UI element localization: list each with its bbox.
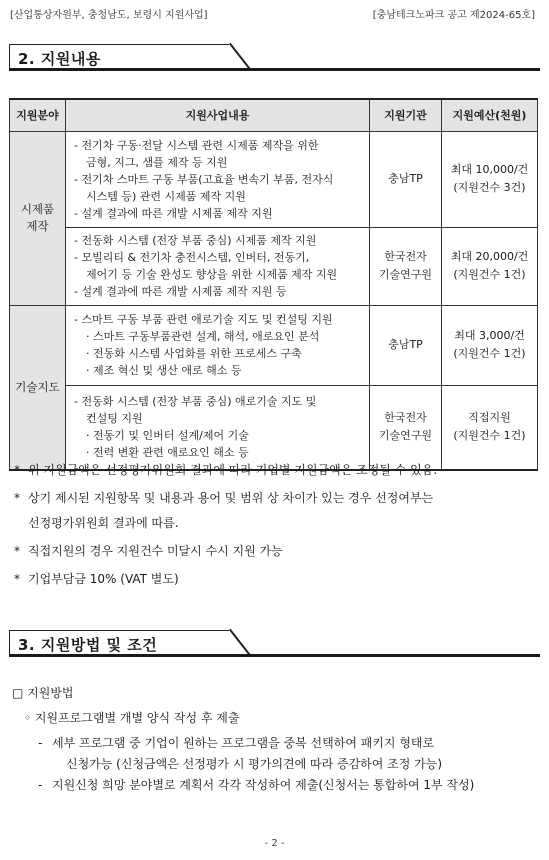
- row4-content: - 전동화 시스템 (전장 부품 중심) 애로기술 지도 및 컨설팅 지원 · 전동기 및 인버터 설계/제어 기술 · 전력 변환 관련 애로요인 해소 등: [66, 385, 370, 470]
- page-number: - 2 -: [264, 838, 285, 849]
- section2-rule: [9, 68, 540, 71]
- col-header-field: 지원분야: [10, 99, 66, 131]
- col-header-budget: 지원예산(천원): [442, 99, 538, 131]
- row2-content: - 전동화 시스템 (전장 부품 중심) 시제품 제작 지원 - 모빌리티 & 전기차 충전시스템, 인버터, 전동기, 제어기 등 기술 완성도 향상을 위한 시제품 제작 지원 - 설계 결과에 따른 개발 시제품 제작 지원 등: [66, 227, 370, 305]
- row3-org: 충남TP: [370, 305, 442, 385]
- table-header-row: [10, 99, 538, 131]
- section2-title: 2. 지원내용: [18, 50, 101, 68]
- notes-list: [14, 462, 437, 599]
- section3-rule: [9, 654, 540, 657]
- row2-org: 한국전자 기술연구원: [370, 227, 442, 305]
- method-heading: □ 지원방법: [12, 686, 74, 700]
- row3-budget: 최대 3,000/건 (지원건수 1건): [442, 305, 538, 385]
- row4-budget: 직접지원 (지원건수 1건): [442, 385, 538, 470]
- row2-budget: 최대 20,000/건 (지원건수 1건): [442, 227, 538, 305]
- row1-org: 충남TP: [370, 131, 442, 227]
- col-header-content: 지원사업내용: [66, 99, 370, 131]
- header-right: [충남테크노파크 공고 제2024-65호]: [372, 10, 535, 21]
- row3-content: - 스마트 구동 부품 관련 애로기술 지도 및 컨설팅 지원 · 스마트 구동부품관련 설계, 해석, 애로요인 분석 · 전동화 시스템 사업화를 위한 프로세스 구축 · 제조 혁신 및 생산 애로 해소 등: [66, 305, 370, 385]
- table-row: [10, 305, 538, 385]
- row1-budget: 최대 10,000/건 (지원건수 3건): [442, 131, 538, 227]
- table-row: [10, 385, 538, 470]
- note-item: * 위 지원금액은 선정평가위원회 결과에 따라 기업별 지원금액은 조정될 수 있음.: [14, 463, 438, 477]
- note-item: * 직접지원의 경우 지원건수 미달시 수시 지원 가능: [14, 544, 283, 558]
- section3-title: 3. 지원방법 및 조건: [18, 636, 158, 654]
- header-left: [산업통상자원부, 충청남도, 보령시 지원사업]: [10, 10, 208, 21]
- note-item: * 기업부담금 10% (VAT 별도): [14, 572, 179, 586]
- table-row: [10, 131, 538, 227]
- col-header-org: 지원기관: [370, 99, 442, 131]
- row4-org: 한국전자 기술연구원: [370, 385, 442, 470]
- method-subheading: ◦ 지원프로그램별 개별 양식 작성 후 제출: [24, 711, 240, 725]
- table-row: [10, 227, 538, 305]
- method-item: - 세부 프로그램 중 기업이 원하는 프로그램을 중복 선택하여 패키지 형태로 신청가능 (신청금액은 선정평가 시 평가의견에 따라 증감하여 조정 가능): [38, 736, 443, 771]
- method-item: - 지원신청 희망 분야별로 계획서 각각 작성하여 제출(신청서는 통합하여 1부 작성): [38, 778, 475, 792]
- category-tech-guidance: 기술지도: [10, 305, 66, 470]
- category-prototype: 시제품 제작: [10, 131, 66, 305]
- method-section: [12, 685, 540, 798]
- row1-content: - 전기차 구동·전달 시스템 관련 시제품 제작을 위한 금형, 지그, 샘플 제작 등 지원 - 전기차 스마트 구동 부품(고효율 변속기 부품, 전자식 시스템 등) 관련 시제품 제작 지원 - 설계 결과에 따른 개발 시제품 제작 지원: [66, 131, 370, 227]
- note-item: * 상기 제시된 지원항목 및 내용과 용어 및 범위 상 차이가 있는 경우 선정여부는 선정평가위원회 결과에 따름.: [14, 491, 434, 530]
- support-table: [9, 98, 538, 471]
